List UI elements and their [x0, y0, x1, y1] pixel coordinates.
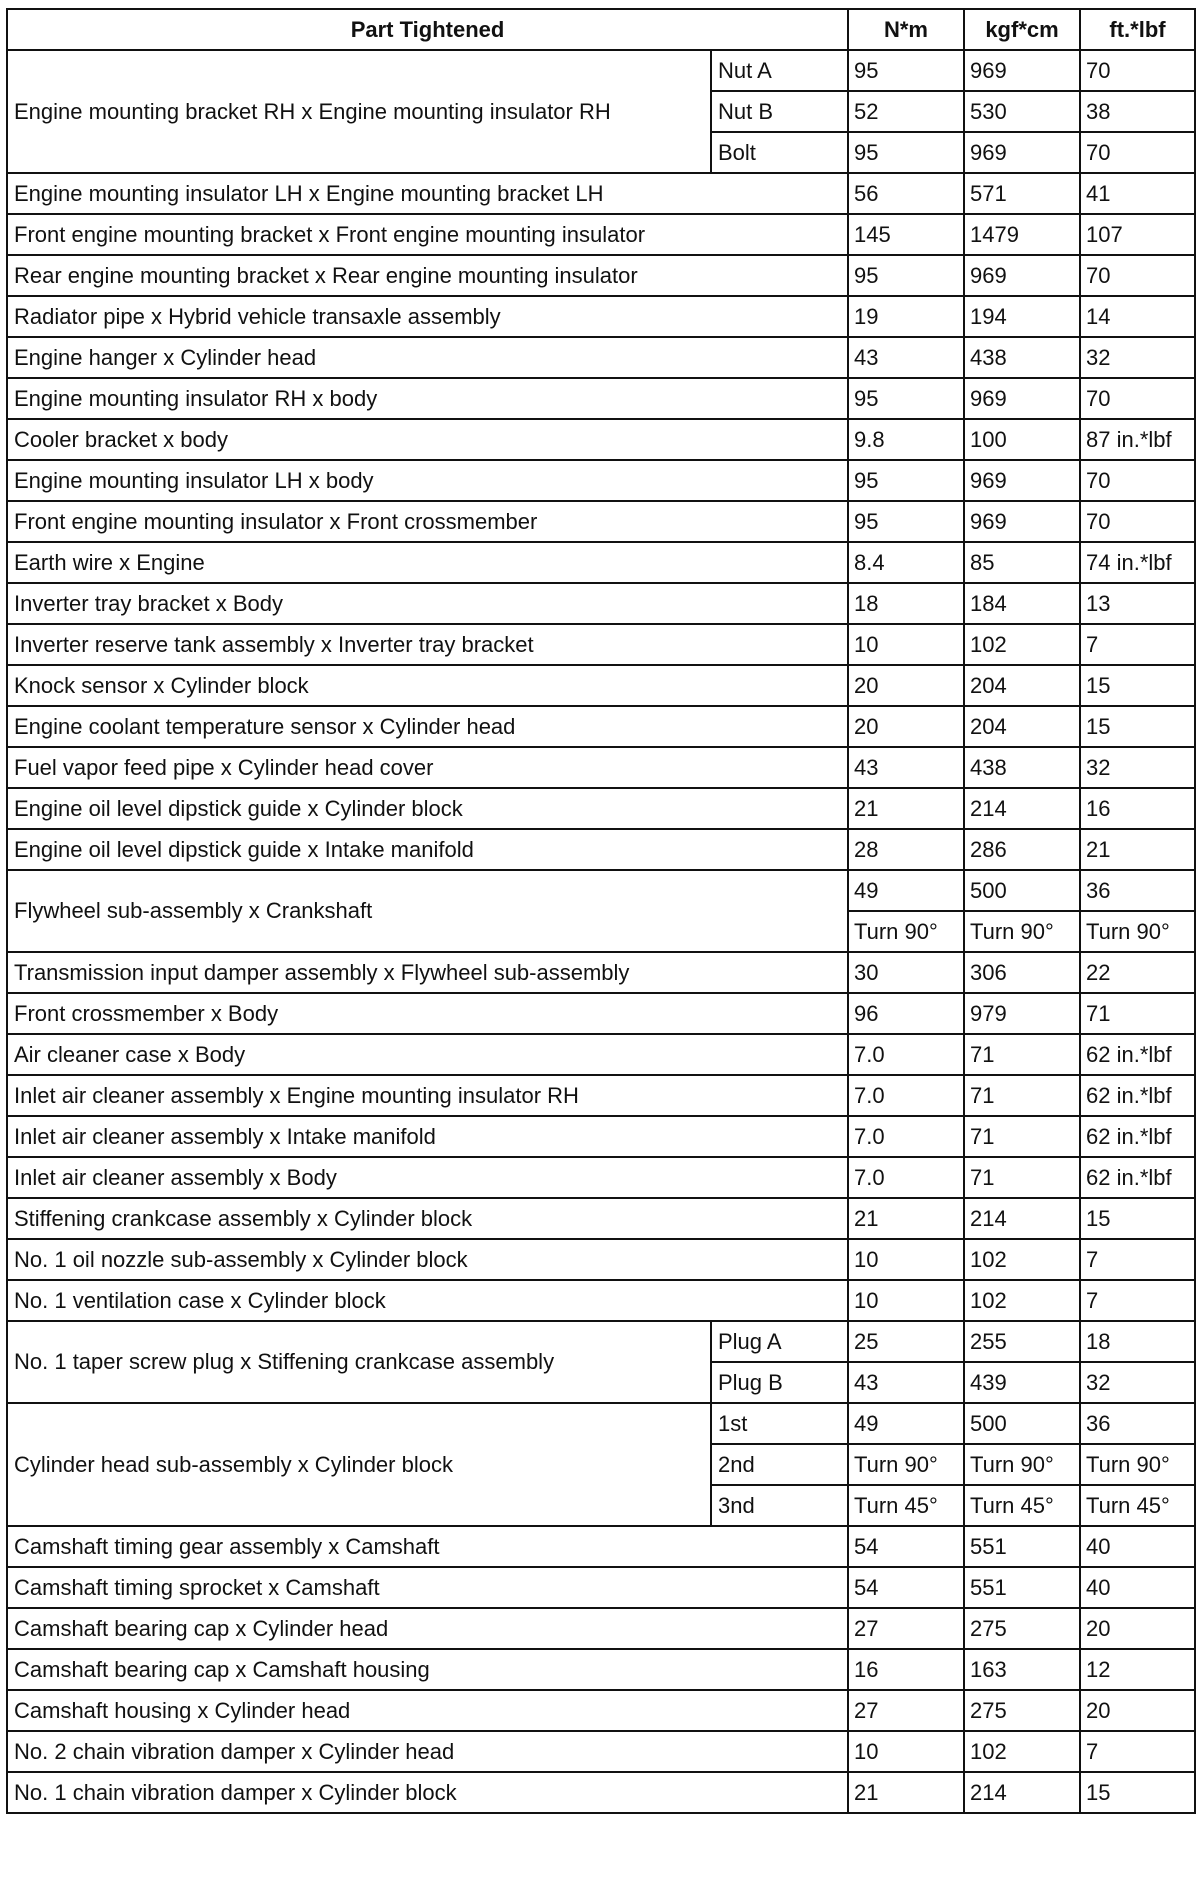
nm-value: 95 — [848, 460, 964, 501]
kgf-cm-value: 275 — [964, 1608, 1080, 1649]
ft-lbf-value: 107 — [1080, 214, 1195, 255]
table-row — [7, 870, 1195, 911]
kgf-cm-value: 163 — [964, 1649, 1080, 1690]
table-row — [7, 501, 1195, 542]
kgf-cm-value: 71 — [964, 1116, 1080, 1157]
table-row — [7, 788, 1195, 829]
nm-value: 49 — [848, 1403, 964, 1444]
nm-value: 43 — [848, 747, 964, 788]
part-name: No. 1 ventilation case x Cylinder block — [7, 1280, 848, 1321]
table-row — [7, 1157, 1195, 1198]
kgf-cm-value: Turn 90° — [964, 911, 1080, 952]
table-row — [7, 173, 1195, 214]
kgf-cm-value: 286 — [964, 829, 1080, 870]
nm-value: 21 — [848, 788, 964, 829]
kgf-cm-value: 102 — [964, 624, 1080, 665]
ft-lbf-value: 40 — [1080, 1526, 1195, 1567]
table-row — [7, 1608, 1195, 1649]
nm-value: Turn 45° — [848, 1485, 964, 1526]
kgf-cm-value: 1479 — [964, 214, 1080, 255]
kgf-cm-value: 102 — [964, 1239, 1080, 1280]
part-name: Fuel vapor feed pipe x Cylinder head cover — [7, 747, 848, 788]
table-row — [7, 296, 1195, 337]
torque-table-body — [7, 50, 1195, 1813]
kgf-cm-value: 571 — [964, 173, 1080, 214]
kgf-cm-value: 438 — [964, 747, 1080, 788]
table-row — [7, 1116, 1195, 1157]
kgf-cm-value: Turn 45° — [964, 1485, 1080, 1526]
table-row — [7, 337, 1195, 378]
nm-value: 20 — [848, 706, 964, 747]
header-nm: N*m — [848, 9, 964, 50]
part-name: No. 1 taper screw plug x Stiffening crankcase assembly — [7, 1321, 711, 1403]
ft-lbf-value: 74 in.*lbf — [1080, 542, 1195, 583]
ft-lbf-value: 70 — [1080, 501, 1195, 542]
torque-spec-sheet — [6, 8, 1194, 1814]
nm-value: 10 — [848, 1239, 964, 1280]
nm-value: 10 — [848, 1280, 964, 1321]
ft-lbf-value: 7 — [1080, 1280, 1195, 1321]
nm-value: 25 — [848, 1321, 964, 1362]
ft-lbf-value: 40 — [1080, 1567, 1195, 1608]
table-row — [7, 747, 1195, 788]
part-name: Engine oil level dipstick guide x Cylinder block — [7, 788, 848, 829]
sub-item-label: 2nd — [711, 1444, 848, 1485]
ft-lbf-value: 15 — [1080, 1772, 1195, 1813]
ft-lbf-value: 22 — [1080, 952, 1195, 993]
table-row — [7, 706, 1195, 747]
ft-lbf-value: 7 — [1080, 1731, 1195, 1772]
part-name: Inverter reserve tank assembly x Inverter tray bracket — [7, 624, 848, 665]
part-name: Engine mounting insulator LH x Engine mounting bracket LH — [7, 173, 848, 214]
nm-value: 52 — [848, 91, 964, 132]
sub-item-label: Nut B — [711, 91, 848, 132]
sub-item-label: Plug B — [711, 1362, 848, 1403]
kgf-cm-value: 500 — [964, 870, 1080, 911]
nm-value: 27 — [848, 1608, 964, 1649]
nm-value: 21 — [848, 1772, 964, 1813]
ft-lbf-value: 15 — [1080, 665, 1195, 706]
table-row — [7, 1731, 1195, 1772]
header-part-tightened: Part Tightened — [7, 9, 848, 50]
nm-value: 43 — [848, 337, 964, 378]
kgf-cm-value: 204 — [964, 665, 1080, 706]
table-row — [7, 624, 1195, 665]
nm-value: 27 — [848, 1690, 964, 1731]
table-row — [7, 378, 1195, 419]
kgf-cm-value: 979 — [964, 993, 1080, 1034]
nm-value: 56 — [848, 173, 964, 214]
kgf-cm-value: 439 — [964, 1362, 1080, 1403]
kgf-cm-value: 71 — [964, 1034, 1080, 1075]
header-ft-lbf: ft.*lbf — [1080, 9, 1195, 50]
kgf-cm-value: 438 — [964, 337, 1080, 378]
nm-value: 16 — [848, 1649, 964, 1690]
part-name: Inverter tray bracket x Body — [7, 583, 848, 624]
ft-lbf-value: Turn 90° — [1080, 1444, 1195, 1485]
table-row — [7, 255, 1195, 296]
part-name: Engine mounting bracket RH x Engine mounting insulator RH — [7, 50, 711, 173]
kgf-cm-value: 255 — [964, 1321, 1080, 1362]
part-name: Radiator pipe x Hybrid vehicle transaxle assembly — [7, 296, 848, 337]
table-row — [7, 1649, 1195, 1690]
nm-value: 95 — [848, 501, 964, 542]
ft-lbf-value: 38 — [1080, 91, 1195, 132]
part-name: Camshaft bearing cap x Camshaft housing — [7, 1649, 848, 1690]
nm-value: 7.0 — [848, 1034, 964, 1075]
table-row — [7, 50, 1195, 91]
ft-lbf-value: 70 — [1080, 460, 1195, 501]
nm-value: 49 — [848, 870, 964, 911]
nm-value: 10 — [848, 1731, 964, 1772]
ft-lbf-value: 20 — [1080, 1690, 1195, 1731]
kgf-cm-value: 551 — [964, 1567, 1080, 1608]
part-name: Stiffening crankcase assembly x Cylinder block — [7, 1198, 848, 1239]
part-name: Inlet air cleaner assembly x Body — [7, 1157, 848, 1198]
kgf-cm-value: 275 — [964, 1690, 1080, 1731]
ft-lbf-value: 20 — [1080, 1608, 1195, 1649]
part-name: Rear engine mounting bracket x Rear engine mounting insulator — [7, 255, 848, 296]
part-name: Flywheel sub-assembly x Crankshaft — [7, 870, 848, 952]
nm-value: 30 — [848, 952, 964, 993]
part-name: Front engine mounting insulator x Front crossmember — [7, 501, 848, 542]
part-name: Engine mounting insulator LH x body — [7, 460, 848, 501]
ft-lbf-value: 32 — [1080, 1362, 1195, 1403]
ft-lbf-value: 36 — [1080, 870, 1195, 911]
table-row — [7, 583, 1195, 624]
part-name: Camshaft bearing cap x Cylinder head — [7, 1608, 848, 1649]
ft-lbf-value: 7 — [1080, 1239, 1195, 1280]
nm-value: 7.0 — [848, 1075, 964, 1116]
torque-table — [6, 8, 1196, 1814]
kgf-cm-value: 102 — [964, 1280, 1080, 1321]
ft-lbf-value: 21 — [1080, 829, 1195, 870]
ft-lbf-value: 62 in.*lbf — [1080, 1034, 1195, 1075]
kgf-cm-value: 551 — [964, 1526, 1080, 1567]
part-name: Engine oil level dipstick guide x Intake manifold — [7, 829, 848, 870]
ft-lbf-value: 87 in.*lbf — [1080, 419, 1195, 460]
nm-value: 145 — [848, 214, 964, 255]
part-name: No. 1 oil nozzle sub-assembly x Cylinder block — [7, 1239, 848, 1280]
table-header-row — [7, 9, 1195, 50]
ft-lbf-value: 36 — [1080, 1403, 1195, 1444]
kgf-cm-value: 530 — [964, 91, 1080, 132]
kgf-cm-value: 500 — [964, 1403, 1080, 1444]
nm-value: 8.4 — [848, 542, 964, 583]
nm-value: 7.0 — [848, 1116, 964, 1157]
table-row — [7, 1567, 1195, 1608]
nm-value: 10 — [848, 624, 964, 665]
kgf-cm-value: 85 — [964, 542, 1080, 583]
ft-lbf-value: 7 — [1080, 624, 1195, 665]
part-name: Camshaft timing gear assembly x Camshaft — [7, 1526, 848, 1567]
table-row — [7, 1280, 1195, 1321]
table-row — [7, 460, 1195, 501]
kgf-cm-value: 102 — [964, 1731, 1080, 1772]
ft-lbf-value: 62 in.*lbf — [1080, 1157, 1195, 1198]
ft-lbf-value: Turn 90° — [1080, 911, 1195, 952]
sub-item-label: Nut A — [711, 50, 848, 91]
nm-value: 96 — [848, 993, 964, 1034]
part-name: Inlet air cleaner assembly x Engine mounting insulator RH — [7, 1075, 848, 1116]
nm-value: 95 — [848, 255, 964, 296]
ft-lbf-value: 32 — [1080, 747, 1195, 788]
part-name: Transmission input damper assembly x Flywheel sub-assembly — [7, 952, 848, 993]
nm-value: Turn 90° — [848, 1444, 964, 1485]
kgf-cm-value: Turn 90° — [964, 1444, 1080, 1485]
table-row — [7, 1526, 1195, 1567]
ft-lbf-value: 70 — [1080, 378, 1195, 419]
nm-value: Turn 90° — [848, 911, 964, 952]
nm-value: 20 — [848, 665, 964, 706]
ft-lbf-value: 15 — [1080, 1198, 1195, 1239]
table-row — [7, 214, 1195, 255]
sub-item-label: Plug A — [711, 1321, 848, 1362]
kgf-cm-value: 969 — [964, 132, 1080, 173]
table-row — [7, 1198, 1195, 1239]
nm-value: 9.8 — [848, 419, 964, 460]
ft-lbf-value: 12 — [1080, 1649, 1195, 1690]
nm-value: 95 — [848, 132, 964, 173]
kgf-cm-value: 969 — [964, 378, 1080, 419]
kgf-cm-value: 214 — [964, 1772, 1080, 1813]
table-row — [7, 542, 1195, 583]
nm-value: 7.0 — [848, 1157, 964, 1198]
nm-value: 28 — [848, 829, 964, 870]
kgf-cm-value: 306 — [964, 952, 1080, 993]
part-name: Engine hanger x Cylinder head — [7, 337, 848, 378]
table-row — [7, 419, 1195, 460]
part-name: Earth wire x Engine — [7, 542, 848, 583]
part-name: Air cleaner case x Body — [7, 1034, 848, 1075]
nm-value: 18 — [848, 583, 964, 624]
part-name: Engine mounting insulator RH x body — [7, 378, 848, 419]
kgf-cm-value: 969 — [964, 50, 1080, 91]
part-name: Front engine mounting bracket x Front engine mounting insulator — [7, 214, 848, 255]
table-row — [7, 1772, 1195, 1813]
ft-lbf-value: 13 — [1080, 583, 1195, 624]
table-row — [7, 952, 1195, 993]
part-name: Cylinder head sub-assembly x Cylinder block — [7, 1403, 711, 1526]
ft-lbf-value: 15 — [1080, 706, 1195, 747]
nm-value: 95 — [848, 378, 964, 419]
ft-lbf-value: 14 — [1080, 296, 1195, 337]
table-row — [7, 1239, 1195, 1280]
nm-value: 43 — [848, 1362, 964, 1403]
part-name: Knock sensor x Cylinder block — [7, 665, 848, 706]
ft-lbf-value: 62 in.*lbf — [1080, 1116, 1195, 1157]
kgf-cm-value: 214 — [964, 1198, 1080, 1239]
table-row — [7, 993, 1195, 1034]
kgf-cm-value: 184 — [964, 583, 1080, 624]
ft-lbf-value: 32 — [1080, 337, 1195, 378]
ft-lbf-value: Turn 45° — [1080, 1485, 1195, 1526]
kgf-cm-value: 194 — [964, 296, 1080, 337]
table-row — [7, 665, 1195, 706]
ft-lbf-value: 70 — [1080, 50, 1195, 91]
nm-value: 54 — [848, 1526, 964, 1567]
part-name: Camshaft timing sprocket x Camshaft — [7, 1567, 848, 1608]
kgf-cm-value: 969 — [964, 501, 1080, 542]
ft-lbf-value: 18 — [1080, 1321, 1195, 1362]
ft-lbf-value: 62 in.*lbf — [1080, 1075, 1195, 1116]
sub-item-label: Bolt — [711, 132, 848, 173]
part-name: Front crossmember x Body — [7, 993, 848, 1034]
kgf-cm-value: 71 — [964, 1075, 1080, 1116]
sub-item-label: 3nd — [711, 1485, 848, 1526]
table-row — [7, 1321, 1195, 1362]
header-kgf-cm: kgf*cm — [964, 9, 1080, 50]
sub-item-label: 1st — [711, 1403, 848, 1444]
part-name: Camshaft housing x Cylinder head — [7, 1690, 848, 1731]
kgf-cm-value: 100 — [964, 419, 1080, 460]
kgf-cm-value: 71 — [964, 1157, 1080, 1198]
part-name: Cooler bracket x body — [7, 419, 848, 460]
part-name: No. 2 chain vibration damper x Cylinder head — [7, 1731, 848, 1772]
kgf-cm-value: 969 — [964, 255, 1080, 296]
part-name: Engine coolant temperature sensor x Cylinder head — [7, 706, 848, 747]
table-row — [7, 1403, 1195, 1444]
kgf-cm-value: 204 — [964, 706, 1080, 747]
nm-value: 95 — [848, 50, 964, 91]
nm-value: 21 — [848, 1198, 964, 1239]
nm-value: 19 — [848, 296, 964, 337]
nm-value: 54 — [848, 1567, 964, 1608]
kgf-cm-value: 969 — [964, 460, 1080, 501]
table-row — [7, 1690, 1195, 1731]
ft-lbf-value: 70 — [1080, 132, 1195, 173]
ft-lbf-value: 16 — [1080, 788, 1195, 829]
ft-lbf-value: 70 — [1080, 255, 1195, 296]
table-row — [7, 1034, 1195, 1075]
table-row — [7, 1075, 1195, 1116]
table-row — [7, 829, 1195, 870]
part-name: No. 1 chain vibration damper x Cylinder block — [7, 1772, 848, 1813]
ft-lbf-value: 41 — [1080, 173, 1195, 214]
part-name: Inlet air cleaner assembly x Intake manifold — [7, 1116, 848, 1157]
kgf-cm-value: 214 — [964, 788, 1080, 829]
ft-lbf-value: 71 — [1080, 993, 1195, 1034]
